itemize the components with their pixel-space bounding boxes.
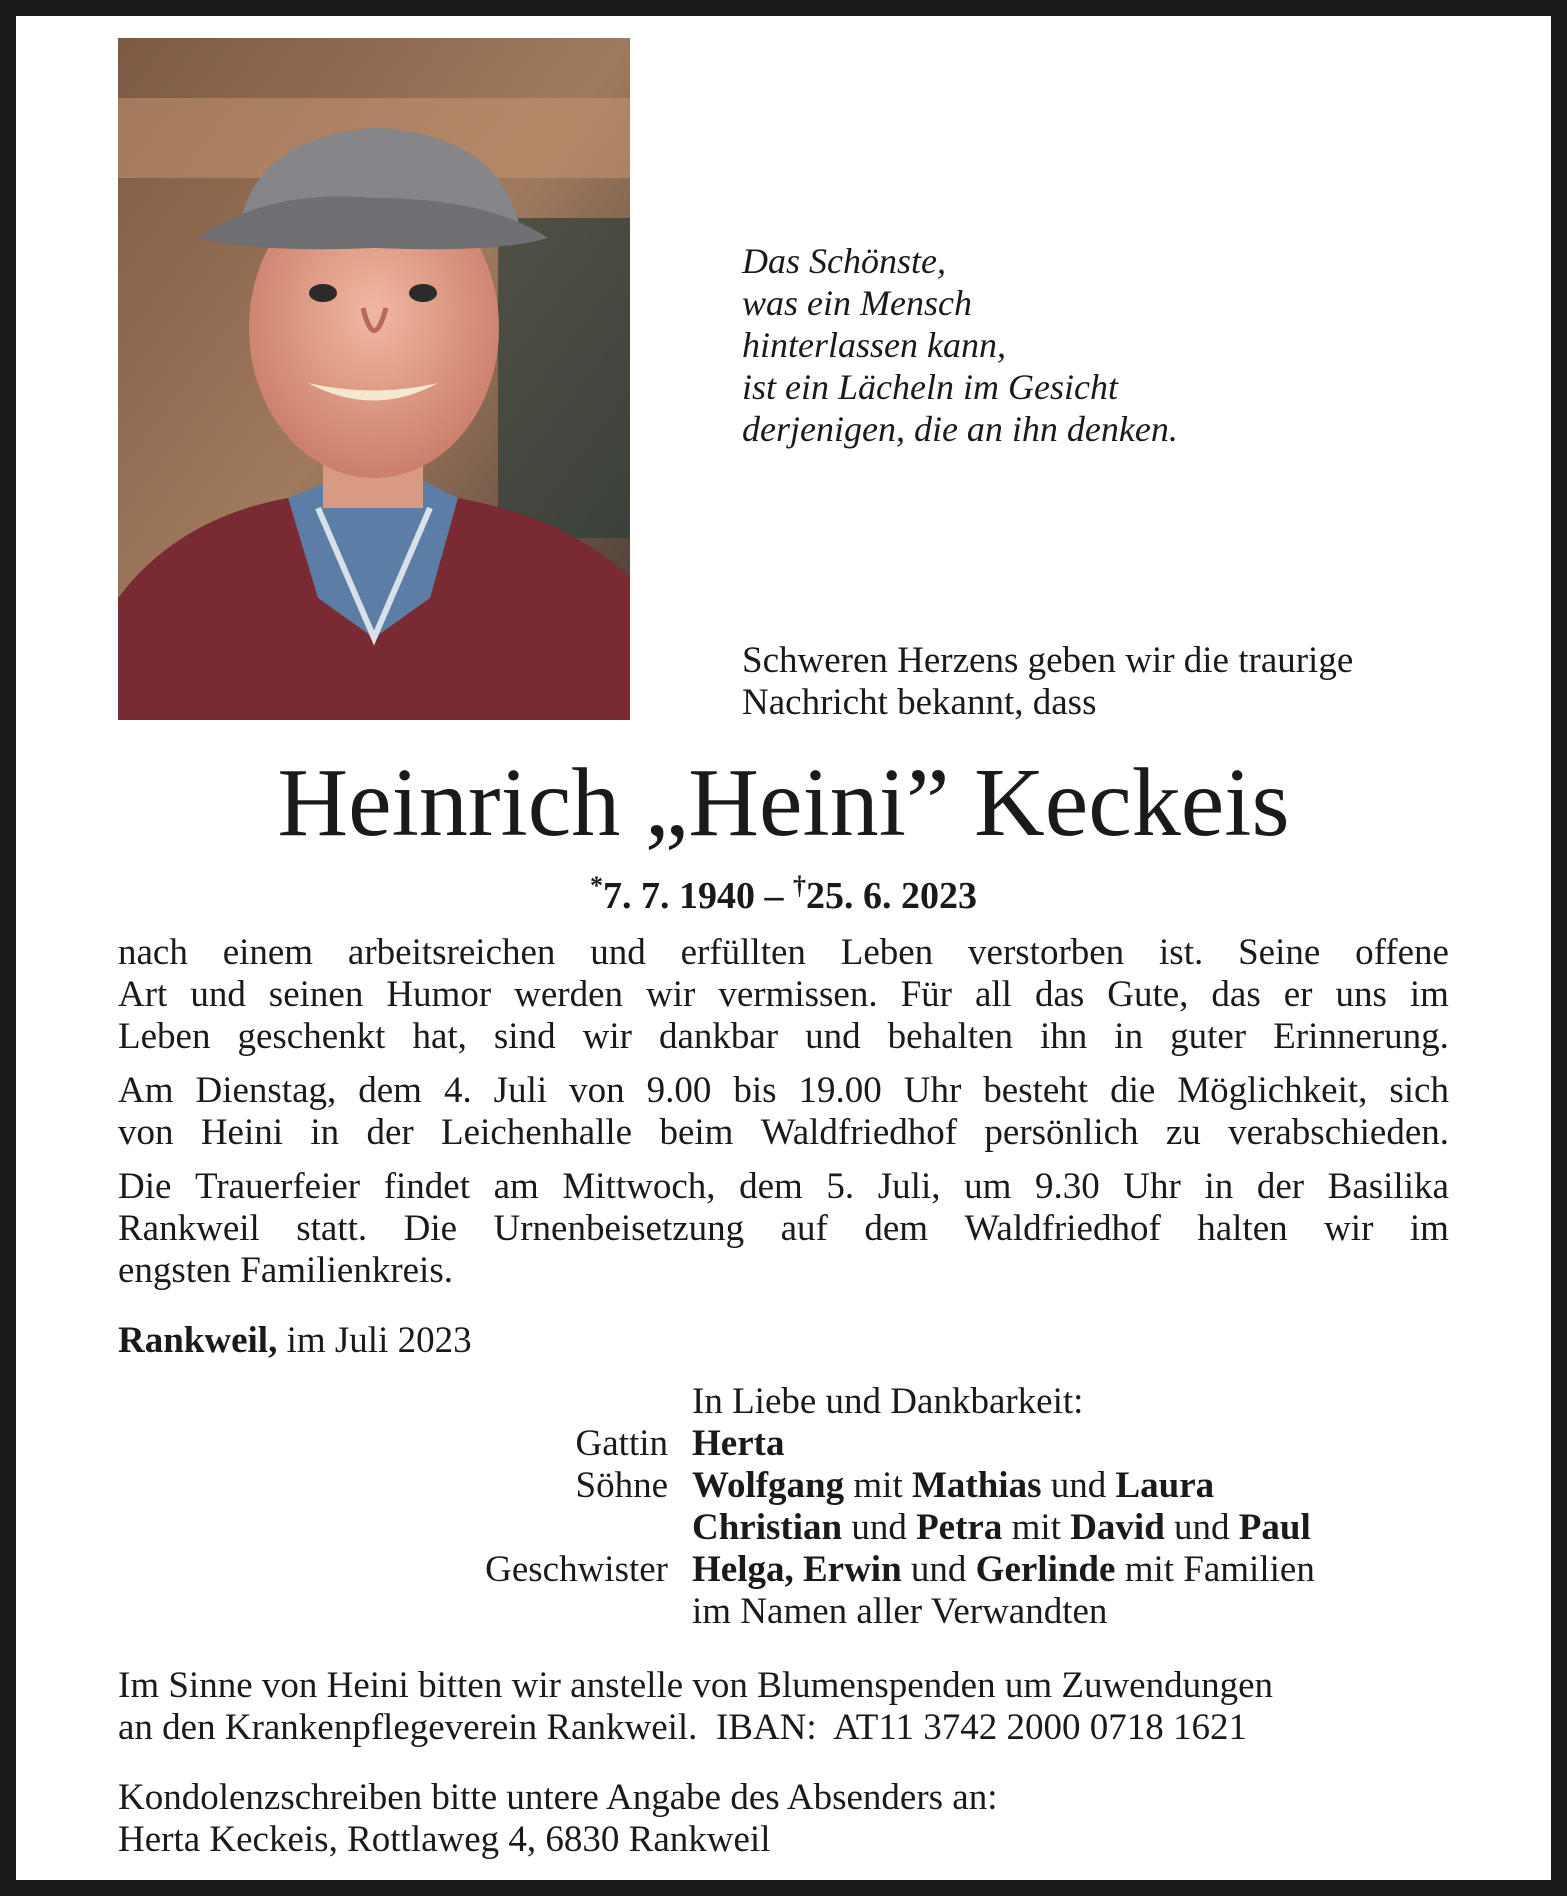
mourners-list	[118, 1381, 1449, 1633]
condolence-address-line: Herta Keckeis, Rottlaweg 4, 6830 Rankweil	[118, 1819, 771, 1860]
word: in	[310, 1112, 340, 1153]
name-son1: Wolfgang	[692, 1465, 845, 1506]
life-dates	[118, 862, 1449, 920]
word: bis	[733, 1070, 777, 1111]
portrait-illustration	[118, 38, 630, 720]
word: Seine	[1238, 932, 1321, 973]
donation-notice	[118, 1665, 1449, 1749]
word: besteht	[983, 1070, 1089, 1111]
paragraph-funeral	[118, 1166, 1449, 1292]
word: guter	[1170, 1016, 1247, 1057]
intro-line: Nachricht bekannt, dass	[742, 682, 1097, 723]
word: Heini	[200, 1112, 284, 1153]
word: Waldfriedhof	[760, 1112, 958, 1153]
mourner-row-wife	[118, 1423, 1449, 1465]
quote-line: was ein Mensch	[742, 283, 972, 323]
iban-label: IBAN:	[715, 1707, 817, 1748]
announcement-intro	[742, 640, 1462, 724]
condolence-line: Kondolenzschreiben bitte untere Angabe des Absenders an:	[118, 1777, 998, 1818]
word: von	[569, 1070, 625, 1111]
text-line	[118, 1166, 1449, 1208]
word: am	[493, 1166, 539, 1207]
word: Die	[403, 1208, 458, 1249]
condolence-address	[118, 1777, 1449, 1861]
name-grandchild4: Paul	[1238, 1507, 1311, 1548]
word: Uhr	[1123, 1166, 1181, 1207]
word: zu	[1165, 1112, 1201, 1153]
relatives-line: im Namen aller Verwandten	[692, 1591, 1108, 1632]
word: all	[974, 974, 1012, 1015]
word: Leichenhalle	[441, 1112, 633, 1153]
word: arbeitsreichen	[347, 932, 556, 973]
word: werden	[514, 974, 624, 1015]
word: erfüllten	[680, 932, 806, 973]
word: Waldfriedhof	[964, 1208, 1161, 1249]
names-son2	[692, 1507, 1311, 1549]
mourners-heading-row	[118, 1381, 1449, 1423]
word: persönlich	[984, 1112, 1139, 1153]
word: im	[1409, 974, 1449, 1015]
connector: mit	[1011, 1507, 1061, 1548]
word: Uhr	[903, 1070, 962, 1111]
connector: und	[851, 1507, 907, 1548]
intro-line: Schweren Herzens geben wir die traurige	[742, 640, 1354, 681]
mourner-row-son1	[118, 1465, 1449, 1507]
text-line	[118, 1016, 1449, 1058]
word: sich	[1389, 1070, 1449, 1111]
word: wir	[1324, 1208, 1374, 1249]
word: sind	[493, 1016, 556, 1057]
donation-recipient: an den Krankenpflegeverein Rankweil.	[118, 1707, 698, 1748]
word: Rankweil	[118, 1208, 260, 1249]
word: offene	[1355, 932, 1449, 973]
word: Am	[118, 1070, 174, 1111]
word: dem	[739, 1166, 803, 1207]
word: 9.30	[1034, 1166, 1100, 1207]
word: dankbar	[658, 1016, 779, 1057]
word: dem	[864, 1208, 929, 1249]
word: Gute,	[1107, 974, 1189, 1015]
name-wife: Herta	[692, 1423, 785, 1464]
word: seinen	[268, 974, 364, 1015]
text-line	[118, 1112, 1449, 1154]
word: Möglichkeit,	[1177, 1070, 1368, 1111]
word: verabschieden.	[1228, 1112, 1449, 1153]
word: Leben	[118, 1016, 211, 1057]
name-sibling2: Gerlinde	[975, 1549, 1116, 1590]
text-line	[118, 974, 1449, 1016]
birth-symbol: *	[590, 871, 603, 900]
word: der	[366, 1112, 414, 1153]
paragraph-life	[118, 932, 1449, 1058]
word: Humor	[386, 974, 492, 1015]
death-symbol: †	[793, 871, 806, 900]
word: das	[1211, 974, 1261, 1015]
word: und	[805, 1016, 861, 1057]
place-and-date	[118, 1320, 472, 1362]
text-line	[118, 1208, 1449, 1250]
role-spacer	[118, 1507, 692, 1549]
name-grandchild1: Mathias	[911, 1465, 1042, 1506]
word: geschenkt	[237, 1016, 386, 1057]
connector: und	[1174, 1507, 1230, 1548]
date-separator: –	[764, 875, 784, 917]
word: von	[118, 1112, 174, 1153]
word: wir	[582, 1016, 632, 1057]
paragraph-viewing	[118, 1070, 1449, 1154]
role-spacer	[118, 1381, 692, 1423]
mourner-row-son2	[118, 1507, 1449, 1549]
donation-line: Im Sinne von Heini bitten wir anstelle von Blumenspenden um Zuwendungen	[118, 1665, 1274, 1706]
word: 4.	[443, 1070, 472, 1111]
mourner-row-siblings	[118, 1549, 1449, 1591]
word: Juli	[493, 1070, 548, 1111]
word: hat,	[412, 1016, 467, 1057]
deceased-name: Heinrich „Heini” Keckeis	[277, 749, 1290, 857]
word: ist.	[1159, 932, 1204, 973]
word: Erinnerung.	[1273, 1016, 1449, 1057]
word: Basilika	[1327, 1166, 1449, 1207]
word: Die	[118, 1166, 172, 1207]
text-line	[118, 1070, 1449, 1112]
word: uns	[1335, 974, 1387, 1015]
word: um	[964, 1166, 1012, 1207]
mourners-heading: In Liebe und Dankbarkeit:	[692, 1381, 1084, 1422]
word: auf	[780, 1208, 828, 1249]
word: dem	[358, 1070, 422, 1111]
iban-value: AT11 3742 2000 0718 1621	[833, 1707, 1247, 1748]
word: Trauerfeier	[195, 1166, 361, 1207]
memorial-quote	[742, 240, 1462, 450]
quote-line: hinterlassen kann,	[742, 325, 1006, 365]
text-line-content: engsten Familienkreis.	[118, 1250, 453, 1291]
quote-line: Das Schönste,	[742, 241, 946, 281]
role-wife: Gattin	[575, 1423, 668, 1464]
word: die	[1110, 1070, 1156, 1111]
connector: und	[1050, 1465, 1107, 1506]
word: beim	[659, 1112, 734, 1153]
name-daughter-in-law: Petra	[916, 1507, 1003, 1548]
word: das	[1034, 974, 1085, 1015]
quote-line: derjenigen, die an ihn denken.	[742, 409, 1178, 449]
connector: und	[910, 1549, 967, 1590]
mourner-row-relatives	[118, 1591, 1449, 1633]
word: und	[190, 974, 246, 1015]
names-wife	[692, 1423, 784, 1465]
word: Für	[900, 974, 952, 1015]
word: im	[1409, 1208, 1449, 1249]
word: 19.00	[798, 1070, 882, 1111]
word: er	[1283, 974, 1313, 1015]
word: findet	[383, 1166, 470, 1207]
word: Dienstag,	[195, 1070, 337, 1111]
word: verstorben	[968, 932, 1125, 973]
word: der	[1256, 1166, 1305, 1207]
birth-date: 7. 7. 1940	[603, 875, 755, 917]
name-grandchild2: Laura	[1115, 1465, 1215, 1506]
word: Mittwoch,	[562, 1166, 716, 1207]
word: wir	[646, 974, 696, 1015]
word: und	[590, 932, 646, 973]
role-sons: Söhne	[575, 1465, 668, 1506]
word: behalten	[887, 1016, 1013, 1057]
word: Juli,	[877, 1166, 941, 1207]
death-date: 25. 6. 2023	[806, 875, 977, 917]
donation-line	[118, 1707, 1449, 1749]
word: einem	[222, 932, 314, 973]
word: statt.	[296, 1208, 368, 1249]
word: in	[1114, 1016, 1144, 1057]
place-date: im Juli 2023	[286, 1320, 472, 1361]
name-grandchild3: David	[1070, 1507, 1165, 1548]
word: Leben	[840, 932, 934, 973]
word: vermissen.	[718, 974, 878, 1015]
word: ihn	[1040, 1016, 1088, 1057]
word: 5.	[826, 1166, 855, 1207]
word: halten	[1197, 1208, 1288, 1249]
quote-line: ist ein Lächeln im Gesicht	[742, 367, 1118, 407]
portrait-photo-icon	[118, 38, 630, 720]
role-spacer	[118, 1591, 692, 1633]
text-line	[118, 1250, 1449, 1292]
text-line	[118, 932, 1449, 974]
siblings-suffix: mit Familien	[1124, 1549, 1315, 1590]
name-son2: Christian	[692, 1507, 843, 1548]
role-siblings: Geschwister	[485, 1549, 668, 1590]
word: Urnenbeisetzung	[493, 1208, 745, 1249]
names-siblings	[692, 1549, 1315, 1591]
word: in	[1204, 1166, 1234, 1207]
names-son1	[692, 1465, 1214, 1507]
word: nach	[118, 932, 188, 973]
connector: mit	[853, 1465, 903, 1506]
name-sibling1: Helga, Erwin	[692, 1549, 902, 1590]
word: Art	[118, 974, 168, 1015]
word: 9.00	[646, 1070, 712, 1111]
place-city: Rankweil,	[118, 1320, 278, 1361]
